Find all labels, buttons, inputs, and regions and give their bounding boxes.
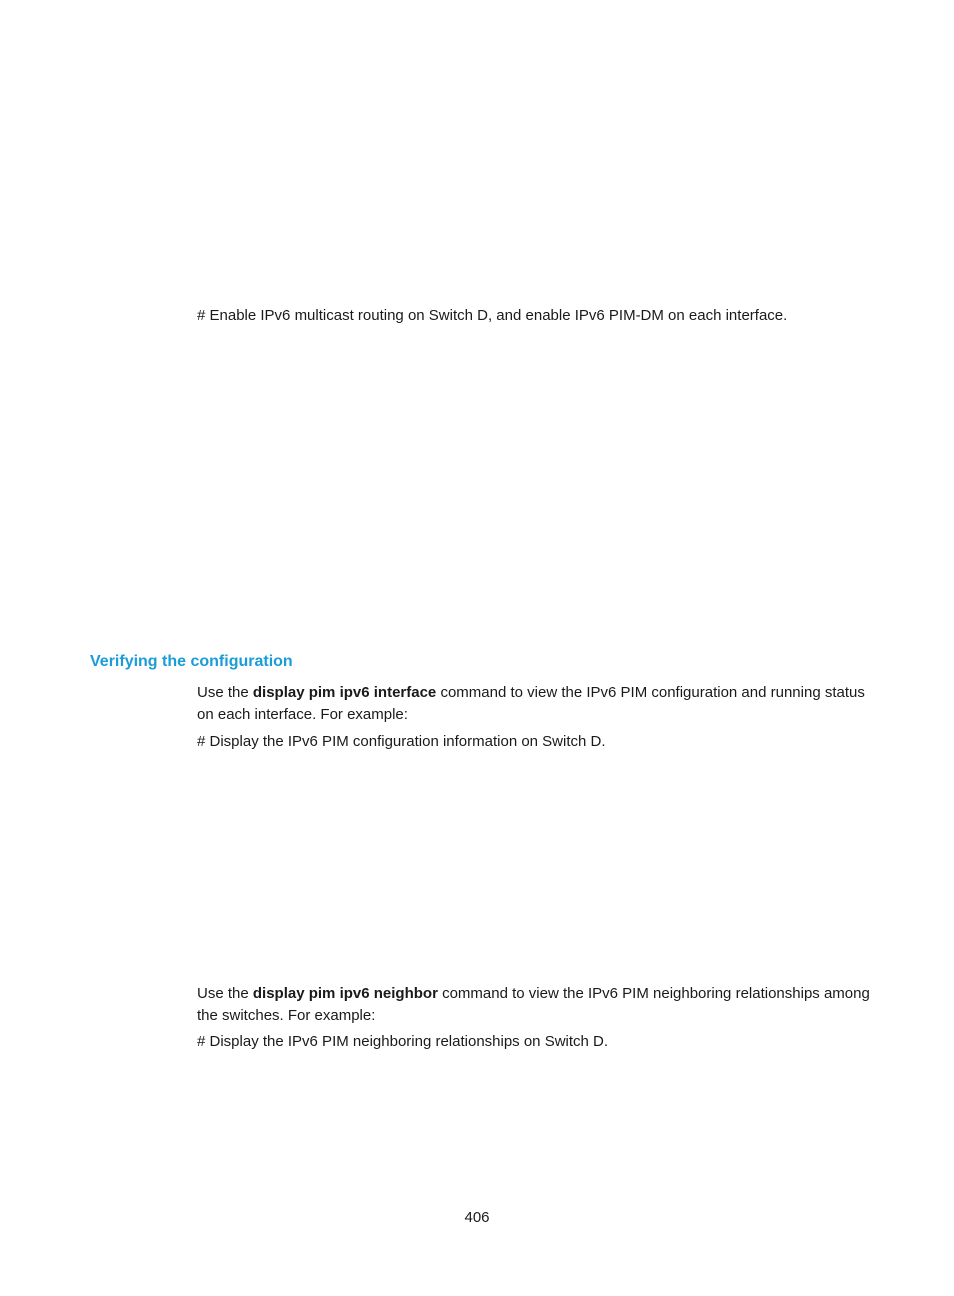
step-display-interface: # Display the IPv6 PIM configuration information on Switch D.: [197, 733, 606, 750]
section-heading: Verifying the configuration: [90, 653, 293, 670]
text-prefix: Use the: [197, 684, 253, 701]
text-suffix: command to view the IPv6 PIM configuration and running status on each interface. For example:: [197, 684, 865, 723]
step-enable-multicast-switch-d: # Enable IPv6 multicast routing on Switch D, and enable IPv6 PIM-DM on each interface.: [197, 307, 788, 324]
page-number: 406: [464, 1209, 490, 1226]
paragraph-display-interface: [197, 682, 877, 726]
text-prefix: Use the: [197, 985, 253, 1002]
paragraph-display-neighbor: [197, 983, 877, 1027]
command-display-pim-ipv6-neighbor: display pim ipv6 neighbor: [252, 985, 438, 1002]
step-display-neighbor: # Display the IPv6 PIM neighboring relationships on Switch D.: [197, 1033, 609, 1050]
command-display-pim-ipv6-interface: display pim ipv6 interface: [252, 684, 437, 701]
text-suffix: command to view the IPv6 PIM neighboring relationships among the switches. For example:: [197, 985, 870, 1024]
